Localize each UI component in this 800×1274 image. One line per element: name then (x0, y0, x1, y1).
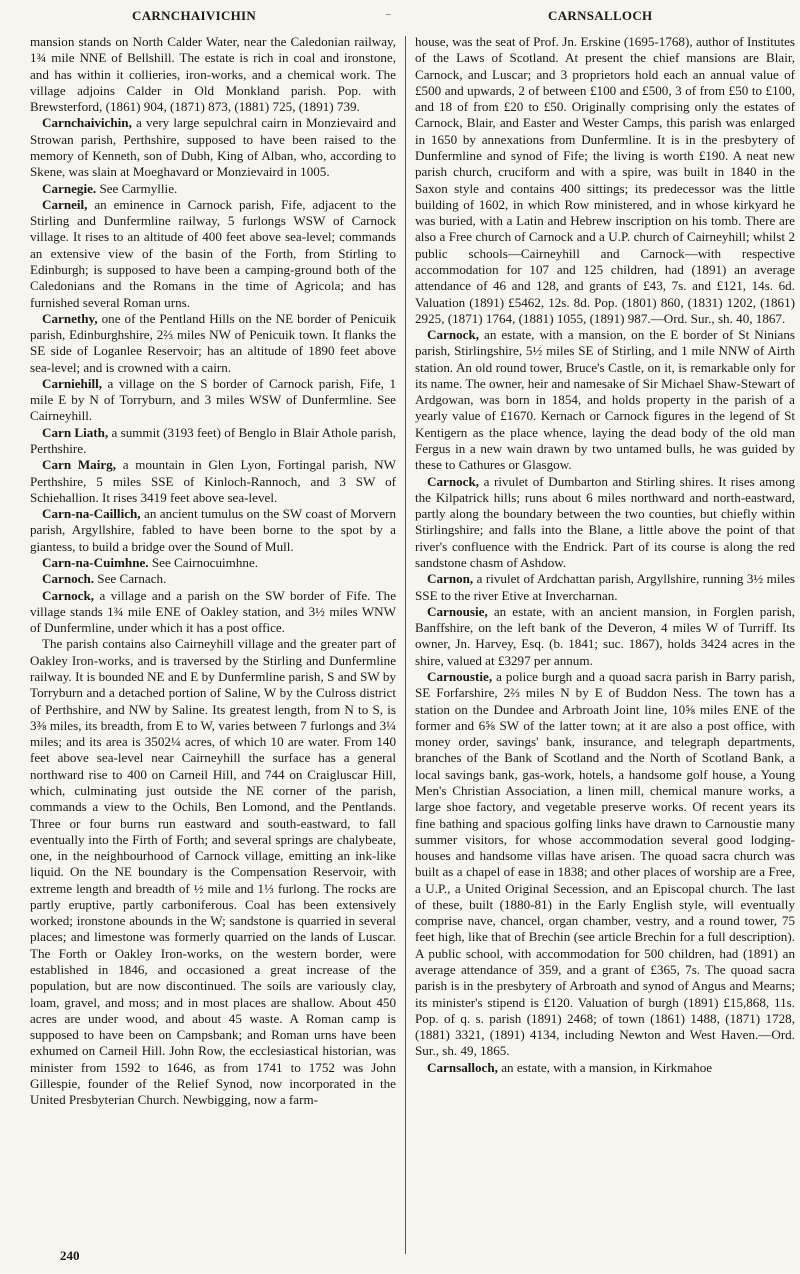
entry-text: See Carnach. (94, 571, 167, 587)
entry-text: an eminence in Carnock parish, Fife, adjacent to the Stirling and Dunfermline railway, 5 furlongs WSW of Carnock village. It rises to an altitude of 400 feet above sea-level; commands an extensive view of the basin of the Forth, from Stirling to Edinburgh; is supposed to have been a camping-ground both of the Caledonians and the Romans in the time of Agricola; and has furnished several Roman urns. (30, 196, 396, 310)
gazetteer-entry (415, 34, 795, 327)
entry-headword: Carnousie, (427, 603, 488, 619)
gazetteer-entry (415, 669, 795, 1060)
right-column (415, 34, 795, 1274)
entry-headword: Carnchaivichin, (42, 115, 132, 131)
entry-text: See Cairnocuimhne. (148, 555, 259, 570)
entry-headword: Carn Liath, (42, 424, 109, 440)
gazetteer-entry (415, 1060, 795, 1076)
gazetteer-entry (30, 571, 396, 587)
gazetteer-entry (415, 327, 795, 474)
header-left-title: CARNCHAIVICHIN (132, 8, 257, 23)
entry-headword: Carnoch. (42, 571, 95, 587)
header-ornament: ~ (385, 10, 392, 19)
entry-headword: Carnegie. (42, 180, 97, 196)
gazetteer-entry (30, 115, 396, 180)
entry-headword: Carn-na-Cuimhne. (42, 555, 149, 570)
entry-headword: Carn-na-Caillich, (42, 506, 141, 522)
entry-headword: Carn Mairg, (42, 457, 116, 473)
gazetteer-entry (415, 571, 795, 604)
entry-text: an estate, with a mansion, on the E border of St Ninians parish, Stirlingshire, 5½ miles SE of Stirling, and 1 mile NNW of Airth station. An old round tower, Bruce's Castle, on it, is remarkable only for its name. The owner, heir and namesake of Sir Michael Shaw-Stewart of Ardgowan, was born in 1854, and holds property in the parish of a yearly value of £1670. Kernach or Carnock figures in the legend of St Kentigern as the place whence, laying the dead body of the old man Fergus in a new wain drawn by two untamed bulls, he was guided by these to Cathures or Glasgow. (415, 327, 795, 473)
entry-headword: Carnon, (427, 571, 474, 587)
column-divider (405, 36, 406, 1254)
entry-text: a mountain in Glen Lyon, Fortingal parish, NW Perthshire, 5 miles SSE of Kinloch-Rannoch, and 3 SW of Schiehallion. It rises 3419 feet above sea-level. (30, 457, 396, 505)
gazetteer-entry (30, 636, 396, 1108)
entry-headword: Carniehill, (42, 375, 103, 391)
header-right-title: CARNSALLOCH (548, 8, 653, 23)
gazetteer-entry (30, 425, 396, 458)
entry-text: See Carmyllie. (96, 180, 178, 196)
entry-text: house, was the seat of Prof. Jn. Erskine (1695-1768), author of Institutes of the Laws of Scotland. At present the chief mansions are Blair, Carnock, and Luscar; and 3 proprietors hold each an annual value of £500 and upwards, 2 of between £100 and £500, 3 of from £50 to £100, and 18 of from £20 to £50. Originally comprising only the estates of Carnock, Blair, and Easter and Wester Camps, this parish was enlarged in 1650 by annexations from Dunfermline. It is in the presbytery of Dunfermline and synod of Fife; the living is worth £190. A neat new parish church, cruciform and with a spire, was built in 1840 in the Saxon style and contains 400 sittings; its predecessor was the little building of 1602, in which Row ministered, and in whose kirkyard he was buried, with a Latin and Hebrew inscription on his tomb. There are also a Free church of Carnock and a U.P. church of Cairneyhill; whilst 2 public schools—Cairneyhill and Carnock—with respective accommodation for 107 and 125 children, had (1891) an average attendance of 46 and 128, and grants of £43, 7s. and £121, 14s. 6d. Valuation (1891) £5462, 12s. 8d. Pop. (1801) 860, (1831) 1202, (1861) 2925, (1871) 1764, (1881) 1055, (1891) 987.—Ord. Sur., sh. 40, 1867. (415, 34, 795, 326)
entry-headword: Carnsalloch, (427, 1059, 498, 1075)
left-column (30, 34, 396, 1254)
entry-text: one of the Pentland Hills on the NE border of Penicuik parish, Edinburghshire, 2⅔ miles NW of Penicuik town. It flanks the SE side of Loganlee Reservoir; has an altitude of 1890 feet above sea-level; and is crowned with a cairn. (30, 310, 396, 375)
running-header (0, 6, 800, 32)
entry-headword: Carnoustie, (427, 668, 493, 684)
entry-headword: Carnethy, (42, 310, 98, 326)
entry-text: an estate, with a mansion, in Kirkmahoe (497, 1059, 713, 1075)
gazetteer-entry (415, 474, 795, 572)
gazetteer-entry (30, 311, 396, 376)
gazetteer-entry (30, 555, 396, 571)
gazetteer-entry (30, 197, 396, 311)
entry-text: a summit (3193 feet) of Benglo in Blair Athole parish, Perthshire. (30, 424, 396, 457)
entry-headword: Carneil, (42, 196, 88, 212)
entry-text: a rivulet of Dumbarton and Stirling shires. It rises among the Kilpatrick hills; runs about 6 miles northward and north-eastward, partly along the boundary between the two counties, but chiefly within Stirlingshire; and falls into the Blane, a little above the point of that river's confluence with the Endrick. Part of its course is along the red sandstone chasm of Ashdow. (415, 473, 795, 570)
entry-text: a village and a parish on the SW border of Fife. The village stands 1¾ mile ENE of Oakley station, and 3½ miles WNW of Dunfermline, under which it has a post office. (30, 587, 396, 636)
entry-headword: Carnock, (427, 327, 480, 343)
entry-text: an ancient tumulus on the SW coast of Morvern parish, Argyllshire, fabled to have been borne to the spot by a giantess, to build a bridge over the Sound of Mull. (30, 506, 396, 554)
entry-text: a very large sepulchral cairn in Monzievaird and Strowan parish, Perthshire, supposed to have been raised to the memory of Kenneth, son of Dubh, King of Alban, who, according to Skene, was slain at Moeghavard or Monzievaird in 1005. (30, 115, 396, 180)
gazetteer-entry (30, 181, 396, 197)
entry-text: The parish contains also Cairneyhill village and the greater part of Oakley Iron-works, and is traversed by the Stirling and Dunfermline railway. It is bounded NE and E by Dunfermline parish, S and SW by Torryburn and a detached portion of Saline, W by the Culross district of Perthshire, and NW by Saline. Its greatest length, from N to S, is 3⅜ miles, its breadth, from E to W, varies between 7 furlongs and 3¼ miles; and its area is 3502¼ acres, of which 10 are water. From 140 feet above sea-level near Cairneyhill the surface has a general northward rise to 400 on Carneil Hill, and 744 on Craigluscar Hill, which, culminating just outside the NE corner of the parish, commands a view to the Ochils, Ben Lomond, and the Pentlands. Three or four burns run eastward and south-eastward, to fall eventually into the Firth of Forth; and several springs are chalybeate, one, in the neighbourhood of Carnock village, emitting an ink-like liquid. On the NE boundary is the Compensation Reservoir, with extreme length and breadth of ½ mile and 1⅓ furlong. The rocks are partly eruptive, partly carboniferous. Coal has been extensively worked; ironstone abounds in the W; sandstone is quarried in several places; and limestone was formerly quarried on the lands of Luscar. The Forth or Oakley Iron-works, on the western border, were established in 1846, and occasioned a great increase of the population, but are now discontinued. The soils are variously clay, loam, gravel, and moss; and in most places are shallow. About 450 acres are under wood, and about 45 waste. A Roman camp is supposed to have been on Campsbank; and Roman urns have been exhumed on Carneil Hill. John Row, the ecclesiastical historian, was minister from 1592 to 1646, as from 1741 to 1752 was John Gillespie, founder of the Relief Synod, now incorporated in the United Presbyterian Church. Newbigging, now a farm- (30, 636, 396, 1108)
entry-headword: Carnock, (42, 587, 95, 603)
entry-headword: Carnock, (427, 473, 480, 489)
gazetteer-entry (30, 588, 396, 637)
gazetteer-entry (30, 457, 396, 506)
entry-text: a police burgh and a quoad sacra parish in Barry parish, SE Forfarshire, 2⅔ miles N by E of Buddon Ness. The town has a station on the Dundee and Arbroath Joint line, 10⅝ miles ENE of the former and 6⅝ SW of the latter town; at it are also a post office, with money order, savings' bank, insurance, and telegraph departments, branches of the Bank of Scotland and the North of Scotland Bank, a local savings bank, gas-work, hotels, a handsome golf house, a Young Men's Christian Association, a linen mill, chemical manure works, a large shoe factory, and vegetable preserve works. Of recent years its fine bathing and spacious golfing links have drawn to Carnoustie many summer visitors, for whose accommodation several good lodging-houses and handsome villas have arisen. The quoad sacra church was built as a chapel of ease in 1838; and other places of worship are a Free, a U.P., a United Original Secession, and an Episcopal church. The last of these, built (1880-81) in the Early English style, will eventually comprise nave, chancel, organ chamber, vestry, and a round tower, 75 feet high, like that of Brechin (see article Brechin for a full description). A public school, with accommodation for 500 children, had (1891) an average attendance of 359, and a grant of £365, 7s. The quoad sacra parish is in the presbytery of Arbroath and synod of Angus and Mearns; its minister's stipend is £120. Valuation of burgh (1891) £15,868, 11s. Pop. of q. s. parish (1891) 2468; of town (1861) 1488, (1871) 1728, (1881) 3321, (1891) 4134, including Newton and West Haven.—Ord. Sur., sh. 49, 1865. (415, 668, 795, 1059)
entry-text: an estate, with an ancient mansion, in Forglen parish, Banffshire, on the left bank of the Deveron, 4 miles W of Turriff. Its owner, Jn. Harvey, Esq. (b. 1841; suc. 1867), holds 3424 acres in the shire, valued at £3297 per annum. (415, 603, 795, 668)
entry-text: mansion stands on North Calder Water, near the Caledonian railway, 1¾ mile NNE of Bellshill. The estate is rich in coal and ironstone, and has within it collieries, iron-works, and a chemical work. The village adjoins Calder in Old Monkland parish. Pop. with Brewsterford, (1861) 904, (1871) 873, (1881) 725, (1891) 739. (30, 34, 396, 115)
page-number: 240 (60, 1248, 80, 1263)
gazetteer-entry (30, 376, 396, 425)
entry-text: a rivulet of Ardchattan parish, Argyllshire, running 3½ miles SSE to the river Etive at Invercharnan. (415, 571, 795, 603)
gazetteer-entry (30, 506, 396, 555)
entry-text: a village on the S border of Carnock parish, Fife, 1 mile E by N of Torryburn, and 3 miles WSW of Dunfermline. See Cairneyhill. (30, 375, 396, 424)
gazetteer-entry (30, 34, 396, 115)
gazetteer-entry (415, 604, 795, 669)
